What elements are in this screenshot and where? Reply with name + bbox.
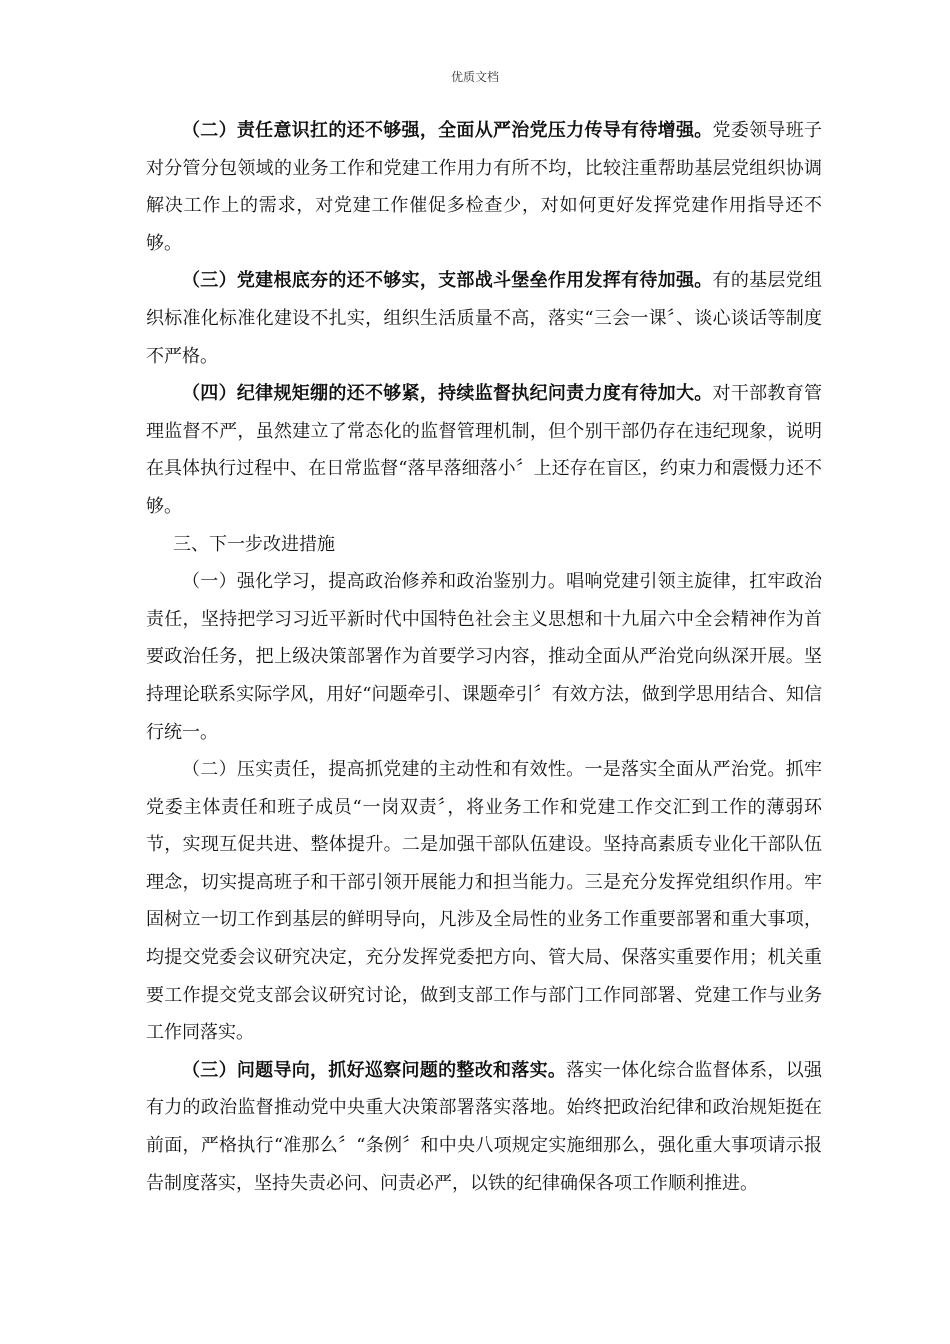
document-body [146,112,822,1202]
paragraph-text: 有的基层党组织标准化标准化建设不扎实，组织生活质量不高，落实“三会一课〞、谈心谈话等制度不严格。 [146,270,823,367]
paragraph-heading: （三）问题导向，抓好巡察问题的整改和落实。 [182,1059,567,1081]
page-header: 优质文档 [450,70,499,84]
paragraph-responsibility [146,112,822,262]
paragraph-heading: （二）责任意识扛的还不够强，全面从严治党压力传导有待增强。 [182,120,713,141]
paragraph-foundation [146,262,822,375]
paragraph-text: 党委领导班子对分管分包领域的业务工作和党建工作用力有所不均，比较注重帮助基层党组织协调解决工作上的需求，对党建工作催促多检查少，对如何更好发挥党建作用指导还不够。 [146,120,823,254]
paragraph-text: 对干部教育管理监督不严，虽然建立了常态化的监督管理机制，但个别干部仍存在违纪现象，说明在具体执行过程中、在日常监督“落早落细落小〞上还存在盲区，约束力和震慑力还不够。 [146,383,823,517]
paragraph-measure-study: （一）强化学习，提高政治修养和政治鉴别力。唱响党建引领主旋律，扛牢政治责任，坚持把学习习近平新时代中国特色社会主义思想和十九届六中全会精神作为首要政治任务，把上级决策部署作为首要学习内容，推动全面从严治党向纵深开展。坚持理论联系实际学风，用好“问题牵引、课题牵引〞有效方法，做到学思用结合、知信行统一。 [146,571,822,743]
paragraph-discipline [146,375,822,525]
paragraph-text: 落实一体化综合监督体系，以强有力的政治监督推动党中央重大决策部署落实落地。始终把政治纪律和政治规矩挺在前面，严格执行“准那么〞“条例〞和中央八项规定实施细那么，强化重大事项请示报告制度落实，坚持失责必问、问责必严，以铁的纪律确保各项工作顺利推进。 [146,1059,823,1194]
paragraph-measure-problem [146,1052,822,1202]
paragraph-heading: （四）纪律规矩绷的还不够紧，持续监督执纪问责力度有待加大。 [182,383,713,405]
paragraph-measure-responsibility: （二）压实责任，提高抓党建的主动性和有效性。一是落实全面从严治党。抓牢党委主体责任和班子成员“一岗双责〞，将业务工作和党建工作交汇到工作的薄弱环节，实现互促共进、整体提升。二是加强干部队伍建设。坚持高素质专业化干部队伍理念，切实提高班子和干部引领开展能力和担当能力。三是充分发挥党组织作用。牢固树立一切工作到基层的鲜明导向，凡涉及全局性的业务工作重要部署和重大事项，均提交党委会议研究决定，充分发挥党委把方向、管大局、保落实重要作用；机关重要工作提交党支部会议研究讨论，做到支部工作与部门工作同部署、党建工作与业务工作同落实。 [146,759,822,1044]
section-heading: 三、下一步改进措施 [173,533,335,555]
paragraph-heading: （三）党建根底夯的还不够实，支部战斗堡垒作用发挥有待加强。 [182,270,713,292]
